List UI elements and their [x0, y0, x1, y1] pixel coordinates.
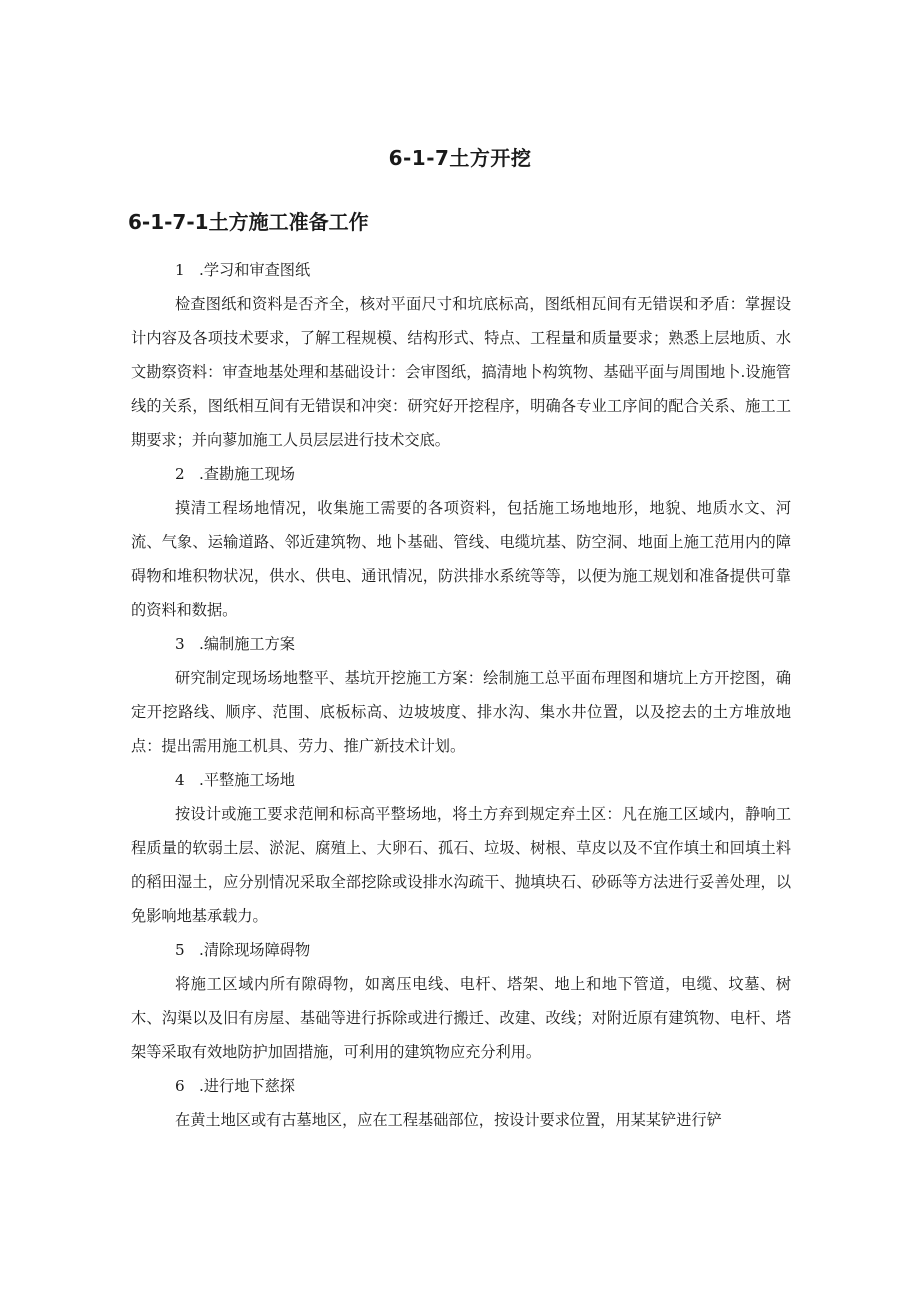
item-heading-text: .学习和审查图纸	[199, 261, 311, 279]
item-number: 6	[175, 1077, 185, 1095]
item-number: 4	[175, 771, 185, 789]
item-number: 3	[175, 635, 185, 653]
item-heading	[131, 253, 791, 287]
item-heading	[131, 627, 791, 661]
item-heading-text: .进行地下慈探	[199, 1077, 295, 1095]
item-number: 5	[175, 941, 185, 959]
item-heading	[131, 457, 791, 491]
section-title: 6-1-7-1土方施工准备工作	[128, 210, 369, 234]
item-number: 2	[175, 465, 185, 483]
item-paragraph: 研究制定现场场地整平、基坑开挖施工方案：绘制施工总平面布理图和塘坑上方开挖图，确定开挖路线、顺序、范围、底板标高、边坡坡度、排水沟、集水井位置，以及挖去的土方堆放地点：提出需用施工机具、劳力、推广新技术计划。	[131, 669, 791, 755]
item-heading	[131, 763, 791, 797]
item-paragraph: 将施工区域内所有隙碍物，如离压电线、电杆、塔架、地上和地下管道，电缆、坟墓、树木、沟渠以及旧有房屋、基础等进行拆除或进行搬迁、改建、改线；对附近原有建筑物、电杆、塔架等采取有效地防护加固措施，可利用的建筑物应充分利用。	[131, 975, 791, 1061]
item-paragraph: 按设计或施工要求范闸和标高平整场地，将土方弃到规定弃土区：凡在施工区域内，静响工程质量的软弱土层、淤泥、腐殖上、大卵石、孤石、垃圾、树根、草皮以及不宜作填土和回填土料的稻田湿土，应分别情况采取全部挖除或设排水沟疏干、抛填块石、砂砾等方法进行妥善处理，以免影响地基承载力。	[131, 805, 791, 925]
item-heading-text: .编制施工方案	[199, 635, 295, 653]
item-number: 1	[175, 261, 185, 279]
item-paragraph: 在黄土地区或有古墓地区，应在工程基础部位，按设计要求位置，用某某铲进行铲	[175, 1111, 722, 1129]
item-heading	[131, 1069, 791, 1103]
item-paragraph: 摸清工程场地情况，收集施工需要的各项资料，包括施工场地地形，地貌、地质水文、河流、气象、运输道路、邻近建筑物、地卜基础、管线、电缆坑基、防空洞、地面上施工范用内的障碍物和堆积物状况，供水、供电、通讯情况，防洪排水系统等等，以便为施工规划和准备提供可靠的资料和数据。	[131, 499, 791, 619]
page-title: 6-1-7土方开挖	[388, 146, 532, 170]
item-paragraph: 检查图纸和资料是否齐全，核对平面尺寸和坑底标高，图纸相瓦间有无错误和矛盾：掌握设计内容及各项技术要求，了解工程规模、结构形式、特点、工程量和质量要求；熟悉上层地质、水文勘察资料：审查地基处理和基础设计：会审图纸，搞清地卜构筑物、基础平面与周围地卜.设施管线的关系，图纸相互间有无错误和冲突：研究好开挖程序，明确各专业工序间的配合关系、施工工期要求；并向蓼加施工人员层层进行技术交底。	[131, 295, 791, 449]
item-heading-text: .查勘施工现场	[199, 465, 295, 483]
item-heading-text: .平整施工场地	[199, 771, 295, 789]
item-heading	[131, 933, 791, 967]
item-heading-text: .清除现场障碍物	[199, 941, 311, 959]
document-body	[131, 253, 791, 1137]
